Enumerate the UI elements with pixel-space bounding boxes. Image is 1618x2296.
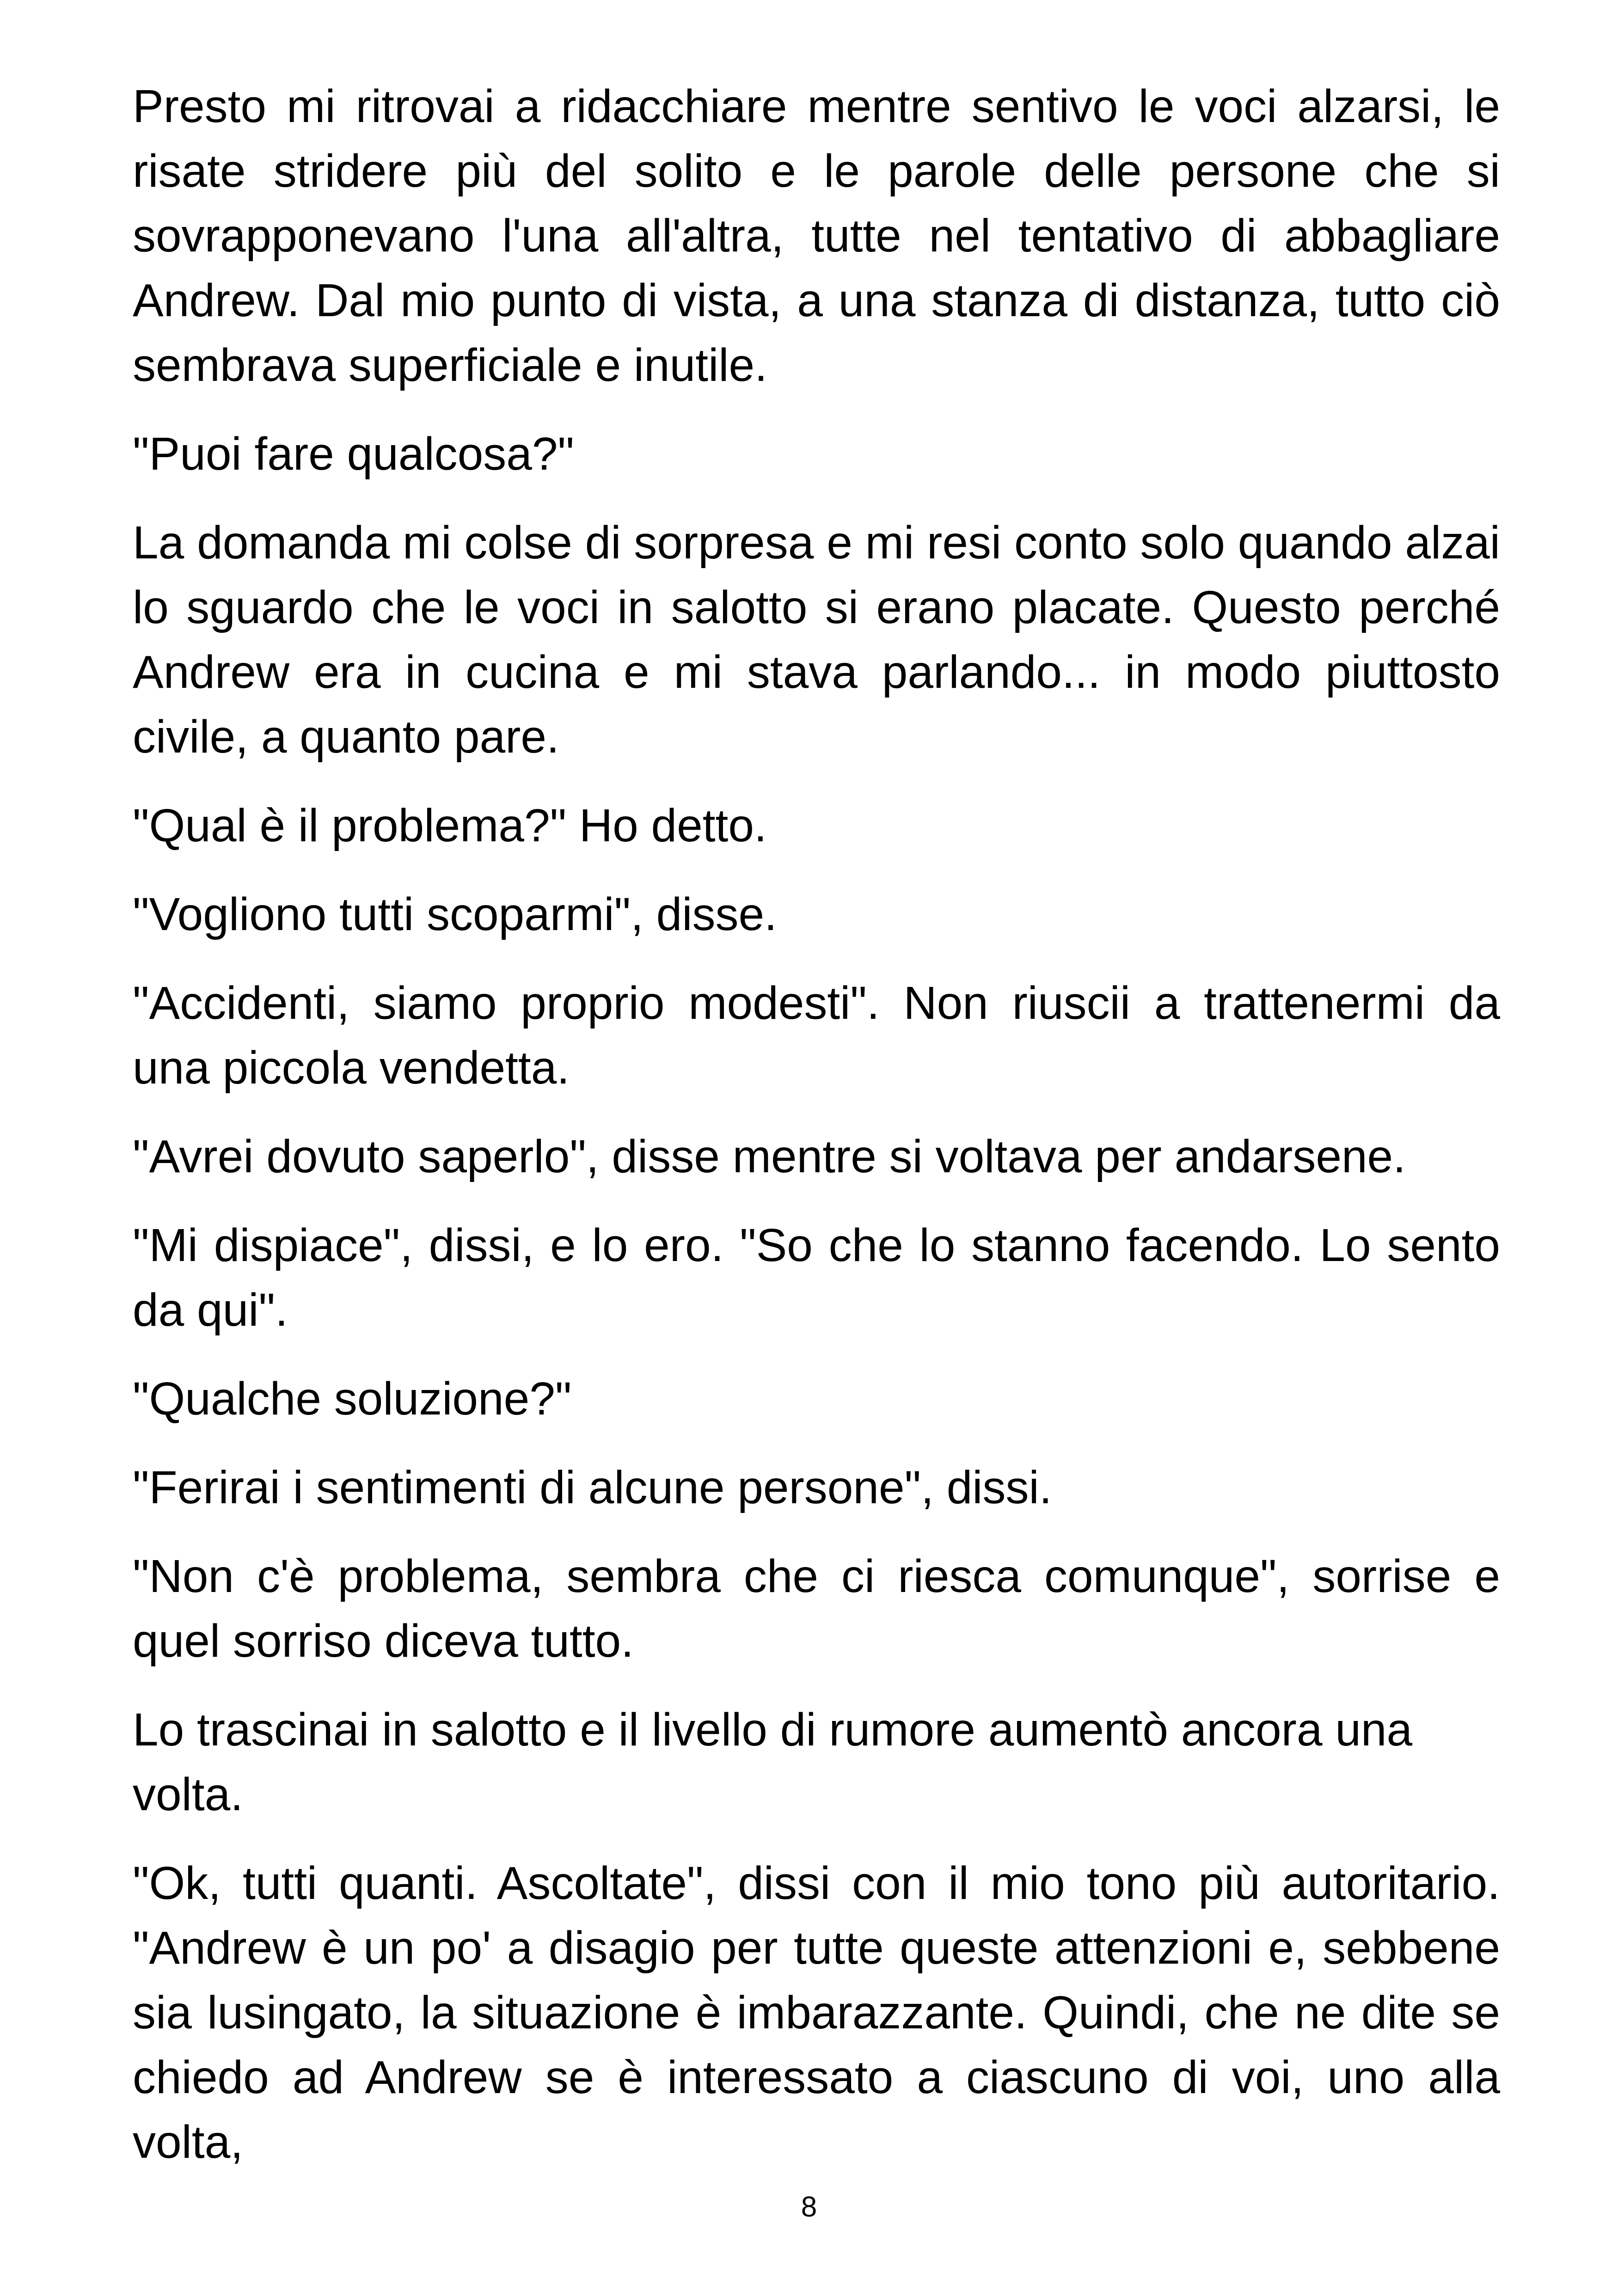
paragraph-6: "Accidenti, siamo proprio modesti". Non riuscii a trattenermi da una piccola vendetta.	[133, 977, 1500, 1094]
paragraph-5: "Vogliono tutti scoparmi", disse.	[133, 888, 777, 940]
page-number: 8	[801, 2191, 817, 2223]
paragraph-11: "Non c'è problema, sembra che ci riesca comunque", sorrise e quel sorriso diceva tutto.	[133, 1550, 1500, 1667]
paragraph-4: "Qual è il problema?" Ho detto.	[133, 800, 767, 851]
paragraph-12: Lo trascinai in salotto e il livello di rumore aumentò ancora una volta.	[133, 1704, 1413, 1820]
paragraph-3: La domanda mi colse di sorpresa e mi resi conto solo quando alzai lo sguardo che le voci in salotto si erano placate. Questo perché Andrew era in cucina e mi stava parlando... in modo piuttosto civile, a quanto pare.	[133, 517, 1500, 763]
paragraph-1: Presto mi ritrovai a ridacchiare mentre sentivo le voci alzarsi, le risate stridere più del solito e le parole delle persone che si sovrapponevano l'una all'altra, tutte nel tentativo di abbagliare Andrew. Dal mio punto di vista, a una stanza di distanza, tutto ciò sembrava superficiale e inutile.	[133, 80, 1500, 391]
page-body	[133, 74, 1500, 2198]
paragraph-2: "Puoi fare qualcosa?"	[133, 428, 574, 480]
paragraph-9: "Qualche soluzione?"	[133, 1373, 572, 1425]
paragraph-7: "Avrei dovuto saperlo", disse mentre si voltava per andarsene.	[133, 1131, 1406, 1182]
paragraph-10: "Ferirai i sentimenti di alcune persone", dissi.	[133, 1462, 1052, 1513]
paragraph-13: "Ok, tutti quanti. Ascoltate", dissi con il mio tono più autoritario. "Andrew è un po' a disagio per tutte queste attenzioni e, sebbene sia lusingato, la situazione è imbarazzante. Quindi, che ne dite se chiedo ad Andrew se è interessato a ciascuno di voi, uno alla volta,	[133, 1857, 1500, 2168]
paragraph-8: "Mi dispiace", dissi, e lo ero. "So che lo stanno facendo. Lo sento da qui".	[133, 1219, 1500, 1336]
